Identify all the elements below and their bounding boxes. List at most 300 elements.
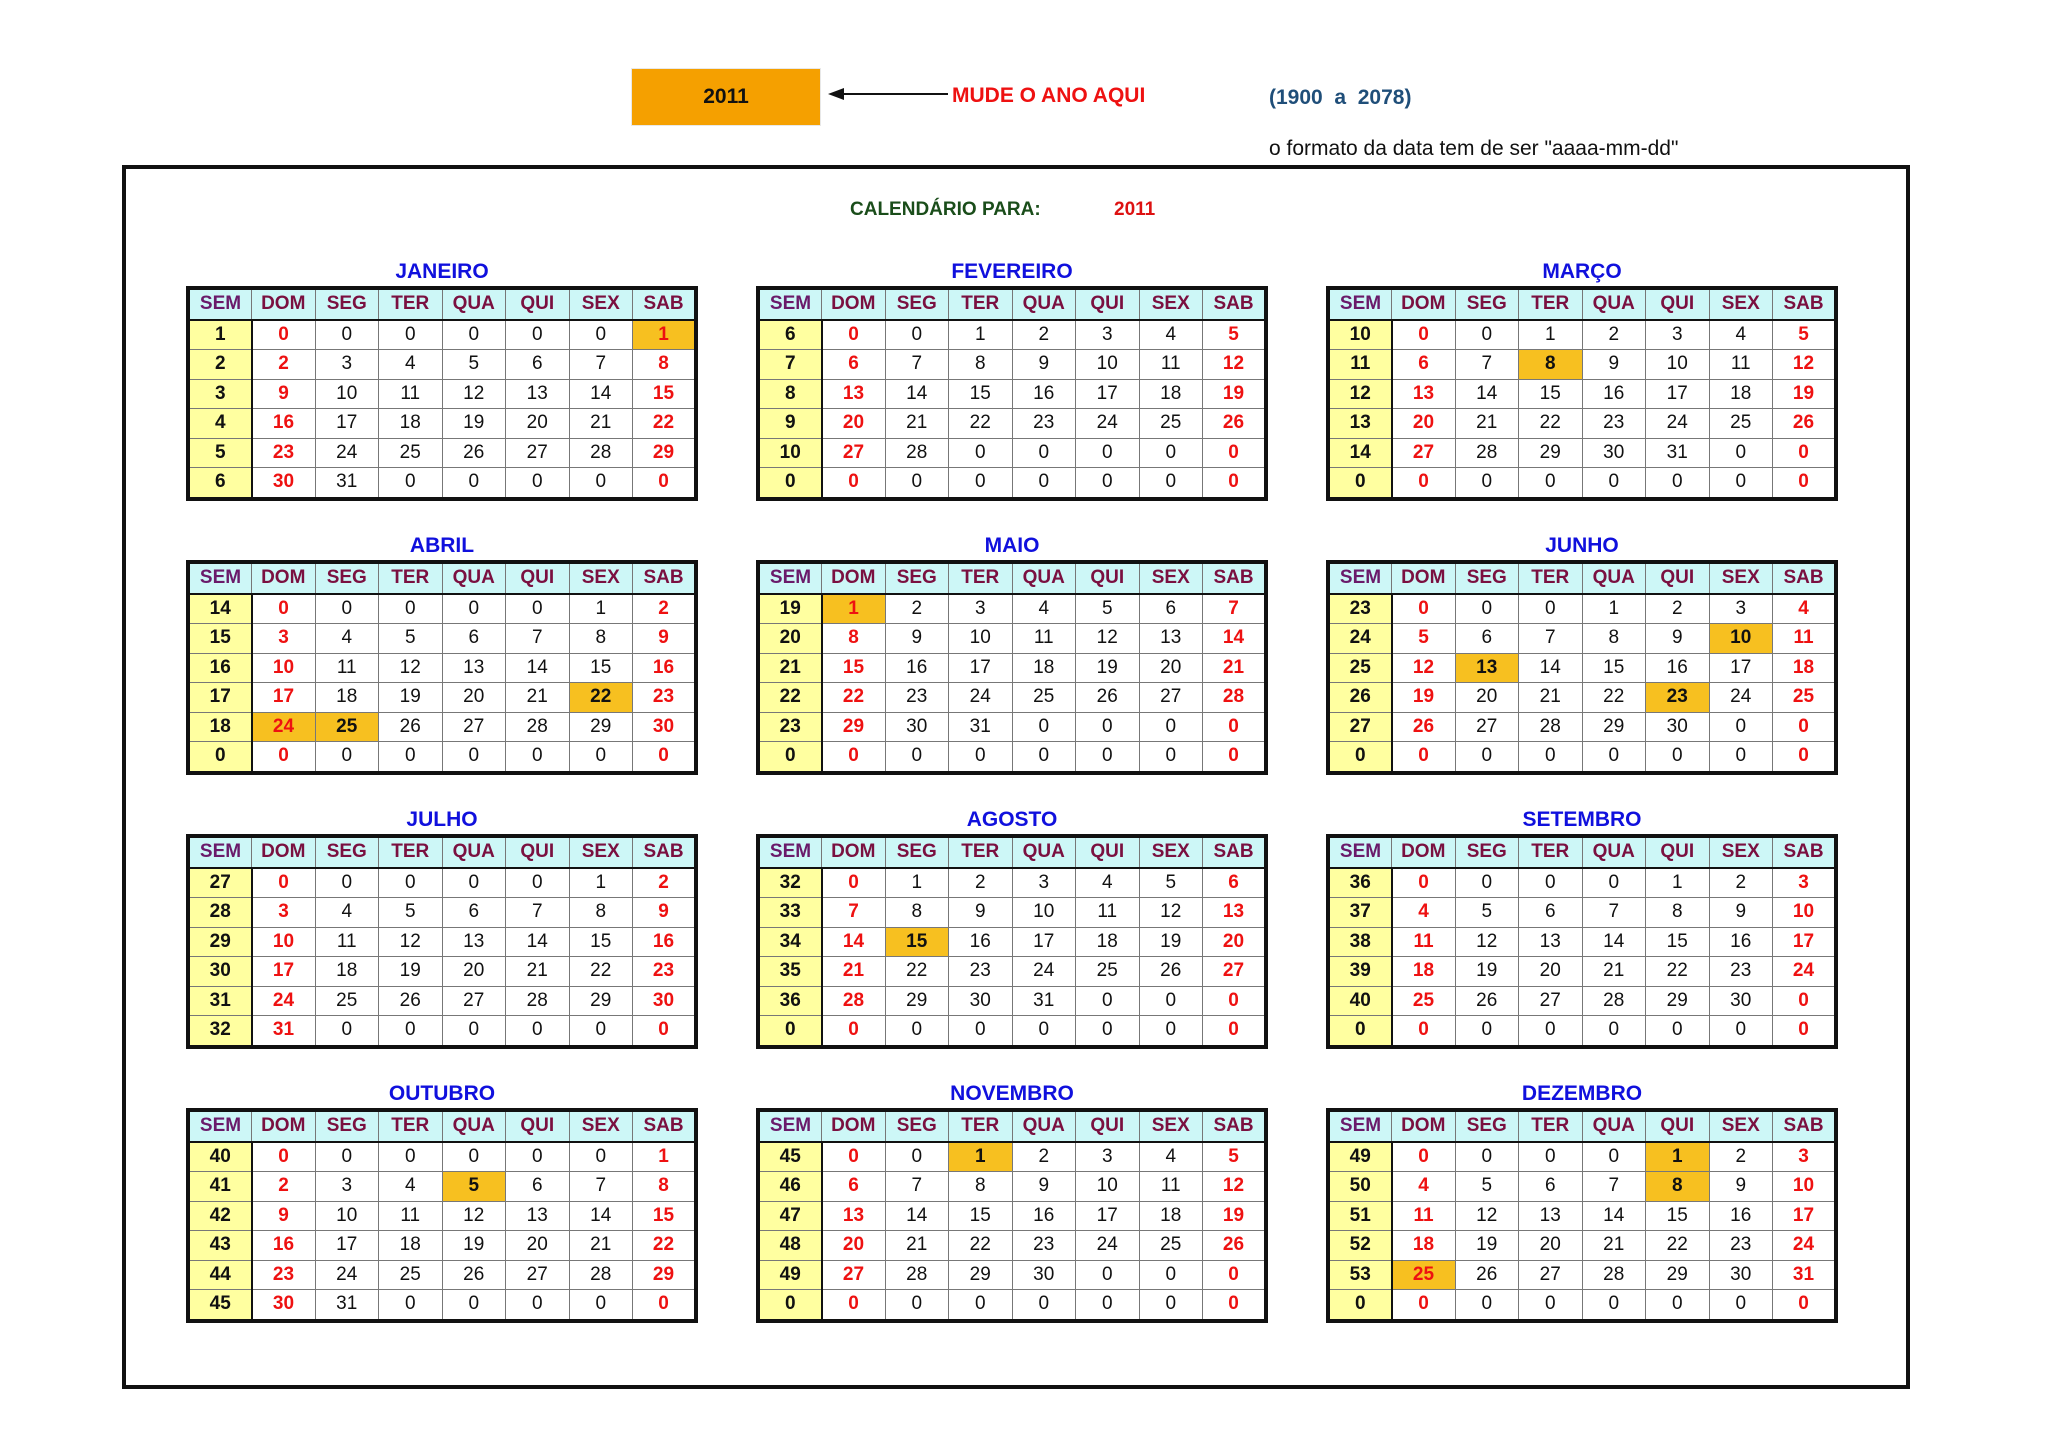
day-cell: 3 <box>1709 594 1773 624</box>
day-cell: 24 <box>315 1260 379 1290</box>
day-cell: 0 <box>1076 712 1140 742</box>
week-row <box>758 1172 1266 1202</box>
day-cell: 5 <box>1076 594 1140 624</box>
day-cell: 0 <box>569 320 633 350</box>
weekday-header-row <box>188 288 696 320</box>
day-cell: 3 <box>1646 320 1710 350</box>
day-cell: 8 <box>1582 624 1646 654</box>
day-cell: 24 <box>1012 957 1076 987</box>
day-cell: 0 <box>633 1016 697 1047</box>
day-cell: 0 <box>379 1290 443 1321</box>
day-cell: 4 <box>1012 594 1076 624</box>
day-cell: 15 <box>822 653 886 683</box>
day-cell: 0 <box>1709 712 1773 742</box>
day-cell: 26 <box>1773 409 1837 439</box>
day-cell: 8 <box>822 624 886 654</box>
day-cell: 0 <box>1582 1016 1646 1047</box>
day-cell: 26 <box>1139 957 1203 987</box>
weekday-header: SEG <box>885 562 949 594</box>
day-cell: 0 <box>1139 712 1203 742</box>
day-cell: 0 <box>1709 742 1773 773</box>
day-cell: 19 <box>1139 927 1203 957</box>
day-cell: 0 <box>1773 712 1837 742</box>
weekday-header: TER <box>1519 562 1583 594</box>
weekday-header: DOM <box>822 288 886 320</box>
day-cell: 27 <box>506 1260 570 1290</box>
week-number-cell: 37 <box>1328 898 1392 928</box>
day-cell: 22 <box>569 957 633 987</box>
day-cell: 0 <box>506 868 570 898</box>
weekday-header: SEG <box>315 836 379 868</box>
weekday-header: QUA <box>1012 562 1076 594</box>
day-cell: 25 <box>315 986 379 1016</box>
weekday-header: TER <box>379 836 443 868</box>
day-cell: 8 <box>633 350 697 380</box>
day-cell: 14 <box>1203 624 1267 654</box>
day-cell: 18 <box>1012 653 1076 683</box>
day-cell: 0 <box>1076 438 1140 468</box>
month-table <box>756 1108 1268 1323</box>
weekday-header: QUI <box>1076 562 1140 594</box>
day-cell: 30 <box>633 712 697 742</box>
day-cell: 26 <box>442 1260 506 1290</box>
day-cell: 4 <box>1076 868 1140 898</box>
day-cell: 1 <box>569 868 633 898</box>
day-cell: 29 <box>1646 986 1710 1016</box>
day-cell: 21 <box>1582 1231 1646 1261</box>
day-cell: 23 <box>1709 957 1773 987</box>
week-number-cell: 0 <box>188 742 252 773</box>
weekday-header: SEG <box>885 288 949 320</box>
day-cell: 25 <box>1139 1231 1203 1261</box>
day-cell: 4 <box>379 1172 443 1202</box>
day-cell: 10 <box>1076 350 1140 380</box>
day-cell: 28 <box>569 438 633 468</box>
day-cell: 0 <box>1582 868 1646 898</box>
day-cell: 20 <box>1519 1231 1583 1261</box>
day-cell: 0 <box>252 868 316 898</box>
day-cell: 15 <box>569 927 633 957</box>
week-number-cell: 43 <box>188 1231 252 1261</box>
week-row <box>188 1201 696 1231</box>
day-cell: 7 <box>1203 594 1267 624</box>
day-cell: 6 <box>1519 1172 1583 1202</box>
day-cell: 3 <box>252 898 316 928</box>
week-row <box>758 1290 1266 1321</box>
week-row <box>188 468 696 499</box>
day-cell: 9 <box>885 624 949 654</box>
day-cell: 5 <box>1773 320 1837 350</box>
week-number-cell: 47 <box>758 1201 822 1231</box>
week-number-cell: 28 <box>188 898 252 928</box>
day-cell: 4 <box>315 624 379 654</box>
day-cell: 10 <box>1709 624 1773 654</box>
day-cell: 9 <box>1646 624 1710 654</box>
day-cell: 16 <box>1709 1201 1773 1231</box>
weekday-header: SEX <box>1709 288 1773 320</box>
weekday-header: DOM <box>252 836 316 868</box>
weekday-header: QUI <box>1076 1110 1140 1142</box>
calendar-year: 2011 <box>1114 199 1156 220</box>
weekday-header: TER <box>949 562 1013 594</box>
day-cell: 27 <box>822 438 886 468</box>
weekday-header-row <box>1328 562 1836 594</box>
day-cell: 13 <box>442 927 506 957</box>
weekday-header: SEG <box>315 288 379 320</box>
day-cell: 13 <box>1139 624 1203 654</box>
day-cell: 0 <box>822 868 886 898</box>
day-cell: 14 <box>569 379 633 409</box>
day-cell: 17 <box>1076 1201 1140 1231</box>
day-cell: 7 <box>1582 1172 1646 1202</box>
day-cell: 11 <box>315 927 379 957</box>
week-row <box>1328 350 1836 380</box>
day-cell: 21 <box>1455 409 1519 439</box>
day-cell: 23 <box>633 957 697 987</box>
day-cell: 16 <box>1709 927 1773 957</box>
day-cell: 16 <box>252 1231 316 1261</box>
week-row <box>758 1201 1266 1231</box>
day-cell: 3 <box>252 624 316 654</box>
week-number-cell: 0 <box>758 1290 822 1321</box>
day-cell: 2 <box>949 868 1013 898</box>
week-number-cell: 39 <box>1328 957 1392 987</box>
day-cell: 5 <box>379 898 443 928</box>
day-cell: 0 <box>822 320 886 350</box>
day-cell: 8 <box>1519 350 1583 380</box>
weekday-header: QUA <box>1582 562 1646 594</box>
day-cell: 4 <box>379 350 443 380</box>
day-cell: 25 <box>1392 1260 1456 1290</box>
day-cell: 28 <box>1203 683 1267 713</box>
week-row <box>1328 1290 1836 1321</box>
day-cell: 0 <box>822 742 886 773</box>
year-input-cell[interactable]: 2011 <box>631 68 821 126</box>
day-cell: 0 <box>822 1016 886 1047</box>
day-cell: 4 <box>1392 898 1456 928</box>
day-cell: 0 <box>885 468 949 499</box>
week-row <box>758 1260 1266 1290</box>
day-cell: 24 <box>1773 1231 1837 1261</box>
week-number-cell: 14 <box>1328 438 1392 468</box>
weekday-header: SEM <box>1328 1110 1392 1142</box>
week-number-cell: 38 <box>1328 927 1392 957</box>
week-row <box>1328 868 1836 898</box>
week-number-cell: 15 <box>188 624 252 654</box>
weekday-header: QUA <box>1012 288 1076 320</box>
weekday-header: QUI <box>1076 288 1140 320</box>
day-cell: 31 <box>1773 1260 1837 1290</box>
weekday-header: TER <box>379 288 443 320</box>
day-cell: 22 <box>1519 409 1583 439</box>
day-cell: 18 <box>1773 653 1837 683</box>
day-cell: 0 <box>1392 742 1456 773</box>
week-number-cell: 21 <box>758 653 822 683</box>
day-cell: 9 <box>1012 1172 1076 1202</box>
day-cell: 23 <box>1012 409 1076 439</box>
day-cell: 23 <box>1012 1231 1076 1261</box>
month-abril <box>186 532 698 775</box>
week-row <box>188 438 696 468</box>
day-cell: 0 <box>315 320 379 350</box>
week-row <box>188 624 696 654</box>
day-cell: 22 <box>1646 1231 1710 1261</box>
day-cell: 0 <box>506 320 570 350</box>
day-cell: 27 <box>1455 712 1519 742</box>
weekday-header: SAB <box>1203 562 1267 594</box>
month-table <box>756 286 1268 501</box>
day-cell: 0 <box>1203 712 1267 742</box>
week-row <box>1328 438 1836 468</box>
day-cell: 2 <box>885 594 949 624</box>
day-cell: 22 <box>822 683 886 713</box>
day-cell: 30 <box>633 986 697 1016</box>
week-number-cell: 0 <box>1328 742 1392 773</box>
day-cell: 22 <box>1646 957 1710 987</box>
day-cell: 0 <box>822 1142 886 1172</box>
week-row <box>758 683 1266 713</box>
day-cell: 11 <box>1773 624 1837 654</box>
weekday-header-row <box>188 836 696 868</box>
month-table <box>756 834 1268 1049</box>
weekday-header: SEM <box>1328 836 1392 868</box>
day-cell: 0 <box>1519 1290 1583 1321</box>
day-cell: 17 <box>315 1231 379 1261</box>
week-number-cell: 0 <box>758 742 822 773</box>
day-cell: 0 <box>1646 468 1710 499</box>
weekday-header: TER <box>949 1110 1013 1142</box>
day-cell: 1 <box>949 320 1013 350</box>
day-cell: 8 <box>949 350 1013 380</box>
day-cell: 7 <box>506 898 570 928</box>
day-cell: 0 <box>315 868 379 898</box>
week-number-cell: 7 <box>758 350 822 380</box>
week-number-cell: 34 <box>758 927 822 957</box>
week-number-cell: 18 <box>188 712 252 742</box>
day-cell: 28 <box>506 986 570 1016</box>
day-cell: 0 <box>1139 468 1203 499</box>
month-name: OUTUBRO <box>388 1082 496 1105</box>
day-cell: 15 <box>1582 653 1646 683</box>
day-cell: 20 <box>506 1231 570 1261</box>
day-cell: 0 <box>1519 594 1583 624</box>
day-cell: 19 <box>1773 379 1837 409</box>
week-number-cell: 40 <box>188 1142 252 1172</box>
week-number-cell: 23 <box>1328 594 1392 624</box>
day-cell: 9 <box>252 1201 316 1231</box>
weekday-header: SEX <box>569 1110 633 1142</box>
day-cell: 18 <box>1392 957 1456 987</box>
week-number-cell: 36 <box>758 986 822 1016</box>
week-row <box>1328 1142 1836 1172</box>
day-cell: 1 <box>822 594 886 624</box>
month-outubro <box>186 1080 698 1323</box>
day-cell: 7 <box>1582 898 1646 928</box>
weekday-header: QUA <box>1582 1110 1646 1142</box>
day-cell: 19 <box>1455 957 1519 987</box>
day-cell: 0 <box>1455 1142 1519 1172</box>
day-cell: 28 <box>1582 1260 1646 1290</box>
day-cell: 0 <box>315 1016 379 1047</box>
day-cell: 22 <box>1582 683 1646 713</box>
day-cell: 23 <box>252 438 316 468</box>
week-row <box>1328 379 1836 409</box>
day-cell: 12 <box>442 1201 506 1231</box>
day-cell: 28 <box>1519 712 1583 742</box>
month-março <box>1326 258 1838 501</box>
day-cell: 3 <box>315 1172 379 1202</box>
day-cell: 10 <box>1773 1172 1837 1202</box>
day-cell: 25 <box>1076 957 1140 987</box>
day-cell: 6 <box>1139 594 1203 624</box>
day-cell: 29 <box>1519 438 1583 468</box>
weekday-header: DOM <box>822 1110 886 1142</box>
weekday-header: SEG <box>1455 562 1519 594</box>
week-row <box>188 409 696 439</box>
day-cell: 0 <box>1773 1290 1837 1321</box>
day-cell: 0 <box>1012 1290 1076 1321</box>
week-row <box>1328 957 1836 987</box>
day-cell: 0 <box>1773 986 1837 1016</box>
day-cell: 0 <box>569 1142 633 1172</box>
weekday-header: SEX <box>1139 1110 1203 1142</box>
day-cell: 6 <box>1203 868 1267 898</box>
week-number-cell: 8 <box>758 379 822 409</box>
day-cell: 0 <box>569 1290 633 1321</box>
day-cell: 23 <box>1582 409 1646 439</box>
day-cell: 21 <box>506 683 570 713</box>
day-cell: 3 <box>1076 1142 1140 1172</box>
day-cell: 26 <box>1076 683 1140 713</box>
day-cell: 0 <box>633 742 697 773</box>
day-cell: 14 <box>569 1201 633 1231</box>
day-cell: 1 <box>949 1142 1013 1172</box>
week-row <box>1328 927 1836 957</box>
day-cell: 24 <box>949 683 1013 713</box>
day-cell: 3 <box>949 594 1013 624</box>
week-row <box>758 624 1266 654</box>
day-cell: 7 <box>1519 624 1583 654</box>
day-cell: 0 <box>442 742 506 773</box>
day-cell: 29 <box>633 438 697 468</box>
day-cell: 15 <box>569 653 633 683</box>
day-cell: 24 <box>1076 1231 1140 1261</box>
day-cell: 27 <box>822 1260 886 1290</box>
weekday-header: SAB <box>633 562 697 594</box>
week-row <box>758 468 1266 499</box>
day-cell: 0 <box>506 468 570 499</box>
day-cell: 10 <box>252 927 316 957</box>
weekday-header: SAB <box>633 1110 697 1142</box>
weekday-header-row <box>758 836 1266 868</box>
day-cell: 30 <box>252 468 316 499</box>
day-cell: 1 <box>1582 594 1646 624</box>
day-cell: 10 <box>315 379 379 409</box>
weekday-header: TER <box>1519 836 1583 868</box>
day-cell: 19 <box>1203 1201 1267 1231</box>
weekday-header: SEG <box>1455 288 1519 320</box>
week-number-cell: 31 <box>188 986 252 1016</box>
day-cell: 0 <box>1392 320 1456 350</box>
day-cell: 29 <box>1582 712 1646 742</box>
day-cell: 2 <box>633 868 697 898</box>
day-cell: 26 <box>1455 1260 1519 1290</box>
month-name: MARÇO <box>1542 260 1622 283</box>
day-cell: 21 <box>1203 653 1267 683</box>
day-cell: 29 <box>949 1260 1013 1290</box>
day-cell: 10 <box>252 653 316 683</box>
day-cell: 0 <box>1773 1016 1837 1047</box>
weekday-header: QUI <box>1646 562 1710 594</box>
month-janeiro <box>186 258 698 501</box>
day-cell: 10 <box>949 624 1013 654</box>
day-cell: 2 <box>1709 868 1773 898</box>
weekday-header: QUA <box>1582 836 1646 868</box>
month-maio <box>756 532 1268 775</box>
weekday-header: SEX <box>569 288 633 320</box>
weekday-header: TER <box>949 288 1013 320</box>
day-cell: 0 <box>1392 594 1456 624</box>
day-cell: 14 <box>1455 379 1519 409</box>
day-cell: 31 <box>1012 986 1076 1016</box>
day-cell: 19 <box>442 409 506 439</box>
day-cell: 0 <box>1076 468 1140 499</box>
day-cell: 9 <box>633 898 697 928</box>
month-name: JANEIRO <box>395 260 489 283</box>
weekday-header: QUA <box>442 1110 506 1142</box>
day-cell: 24 <box>315 438 379 468</box>
weekday-header: DOM <box>1392 836 1456 868</box>
day-cell: 11 <box>1392 1201 1456 1231</box>
day-cell: 0 <box>885 1016 949 1047</box>
weekday-header: SEG <box>1455 836 1519 868</box>
week-row <box>188 320 696 350</box>
day-cell: 25 <box>1012 683 1076 713</box>
day-cell: 5 <box>442 1172 506 1202</box>
weekday-header: SAB <box>1773 836 1837 868</box>
day-cell: 0 <box>1646 1016 1710 1047</box>
day-cell: 14 <box>885 379 949 409</box>
week-row <box>758 653 1266 683</box>
week-number-cell: 51 <box>1328 1201 1392 1231</box>
day-cell: 12 <box>1455 927 1519 957</box>
weekday-header: SAB <box>633 288 697 320</box>
day-cell: 0 <box>949 468 1013 499</box>
weekday-header-row <box>758 562 1266 594</box>
day-cell: 16 <box>885 653 949 683</box>
day-cell: 30 <box>1646 712 1710 742</box>
day-cell: 16 <box>252 409 316 439</box>
day-cell: 0 <box>1519 868 1583 898</box>
day-cell: 5 <box>1139 868 1203 898</box>
weekday-header: QUA <box>1582 288 1646 320</box>
weekday-header: QUI <box>1646 836 1710 868</box>
weekday-header: DOM <box>1392 562 1456 594</box>
week-row <box>188 898 696 928</box>
week-row <box>758 320 1266 350</box>
weekday-header: SEX <box>1139 562 1203 594</box>
weekday-header-row <box>758 1110 1266 1142</box>
day-cell: 14 <box>506 927 570 957</box>
day-cell: 0 <box>1646 1290 1710 1321</box>
day-cell: 0 <box>1392 468 1456 499</box>
day-cell: 14 <box>1582 927 1646 957</box>
day-cell: 13 <box>442 653 506 683</box>
week-row <box>1328 653 1836 683</box>
month-table <box>1326 834 1838 1049</box>
day-cell: 12 <box>1392 653 1456 683</box>
week-number-cell: 49 <box>1328 1142 1392 1172</box>
